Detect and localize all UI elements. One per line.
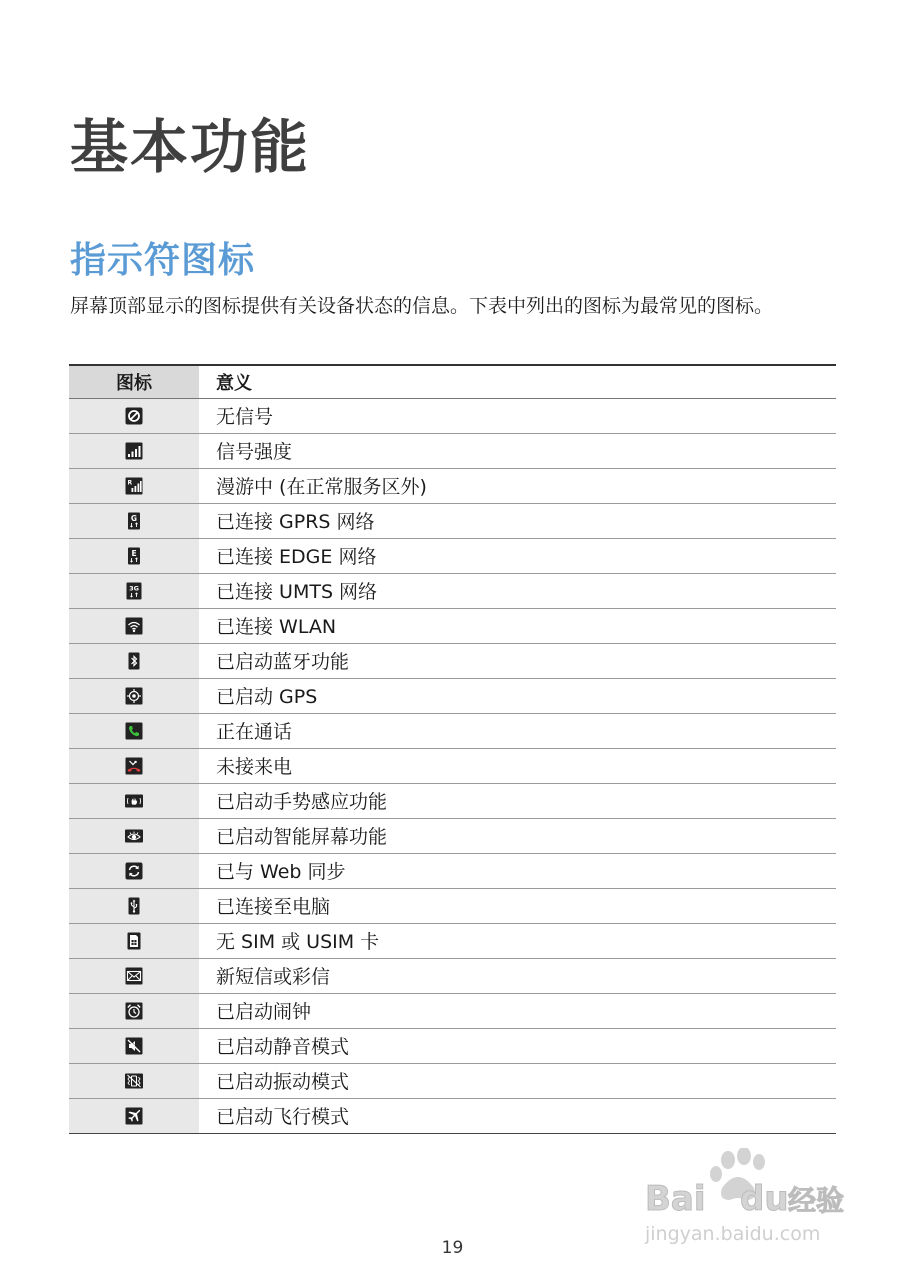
row-meaning: 已启动 GPS [199,678,836,713]
message-icon [125,967,143,985]
header-meaning: 意义 [199,365,836,398]
umts-3g-icon [125,582,143,600]
edge-icon [125,547,143,565]
row-meaning: 未接来电 [199,748,836,783]
svg-text:Bai: Bai [645,1179,706,1219]
row-meaning: 已启动智能屏幕功能 [199,818,836,853]
table-row [69,818,836,853]
baidu-jingyan-watermark [640,1148,855,1248]
table-row [69,713,836,748]
row-meaning: 已与 Web 同步 [199,853,836,888]
svg-text:经验: 经验 [788,1184,845,1217]
row-meaning: 已启动闹钟 [199,993,836,1028]
table-row [69,783,836,818]
chapter-title: 基本功能 [70,113,311,181]
row-meaning: 已连接至电脑 [199,888,836,923]
row-meaning: 已启动振动模式 [199,1063,836,1098]
table-row [69,503,836,538]
table-row [69,888,836,923]
table-row [69,678,836,713]
row-meaning: 漫游中 (在正常服务区外) [199,468,836,503]
airplane-icon [125,1107,143,1125]
table-row [69,608,836,643]
row-meaning: 已启动蓝牙功能 [199,643,836,678]
row-meaning: 已启动静音模式 [199,1028,836,1063]
table-row [69,573,836,608]
row-meaning: 已连接 GPRS 网络 [199,503,836,538]
table-row [69,853,836,888]
table-row [69,643,836,678]
no-signal-icon [125,407,143,425]
table-row [69,1028,836,1063]
row-meaning: 已启动飞行模式 [199,1098,836,1133]
wlan-icon [125,617,143,635]
row-meaning: 已连接 WLAN [199,608,836,643]
table-header-row [69,365,836,398]
mute-icon [125,1037,143,1055]
call-icon [125,722,143,740]
row-meaning: 信号强度 [199,433,836,468]
section-title: 指示符图标 [70,240,256,281]
svg-text:jingyan.baidu.com: jingyan.baidu.com [645,1223,821,1245]
svg-text:du: du [740,1179,789,1219]
row-meaning: 已连接 UMTS 网络 [199,573,836,608]
header-icon: 图标 [69,365,199,398]
page-number: 19 [441,1238,464,1258]
row-meaning: 已启动手势感应功能 [199,783,836,818]
vibrate-icon [125,1072,143,1090]
table-row [69,468,836,503]
alarm-icon [125,1002,143,1020]
table-row [69,923,836,958]
sync-icon [125,862,143,880]
table-row [69,1063,836,1098]
svg-text:3G: 3G [129,584,139,593]
table-row [69,993,836,1028]
table-row [69,958,836,993]
table-row [69,398,836,433]
row-meaning: 无 SIM 或 USIM 卡 [199,923,836,958]
svg-text:R: R [127,479,133,487]
no-sim-icon [125,932,143,950]
svg-text:E: E [131,549,137,559]
table-row [69,748,836,783]
usb-icon [125,897,143,915]
table-row [69,1098,836,1133]
row-meaning: 无信号 [199,398,836,433]
gps-icon [125,687,143,705]
smart-screen-eye-icon [125,827,143,845]
missed-call-icon [125,757,143,775]
motion-icon [125,792,143,810]
intro-paragraph: 屏幕顶部显示的图标提供有关设备状态的信息。下表中列出的图标为最常见的图标。 [70,295,774,317]
table-row [69,433,836,468]
row-meaning: 新短信或彩信 [199,958,836,993]
row-meaning: 正在通话 [199,713,836,748]
gprs-icon [125,512,143,530]
svg-text:G: G [130,514,138,524]
roaming-icon [125,477,143,495]
bluetooth-icon [125,652,143,670]
signal-strength-icon [125,442,143,460]
indicator-icon-table [69,364,836,1134]
row-meaning: 已连接 EDGE 网络 [199,538,836,573]
table-row [69,538,836,573]
